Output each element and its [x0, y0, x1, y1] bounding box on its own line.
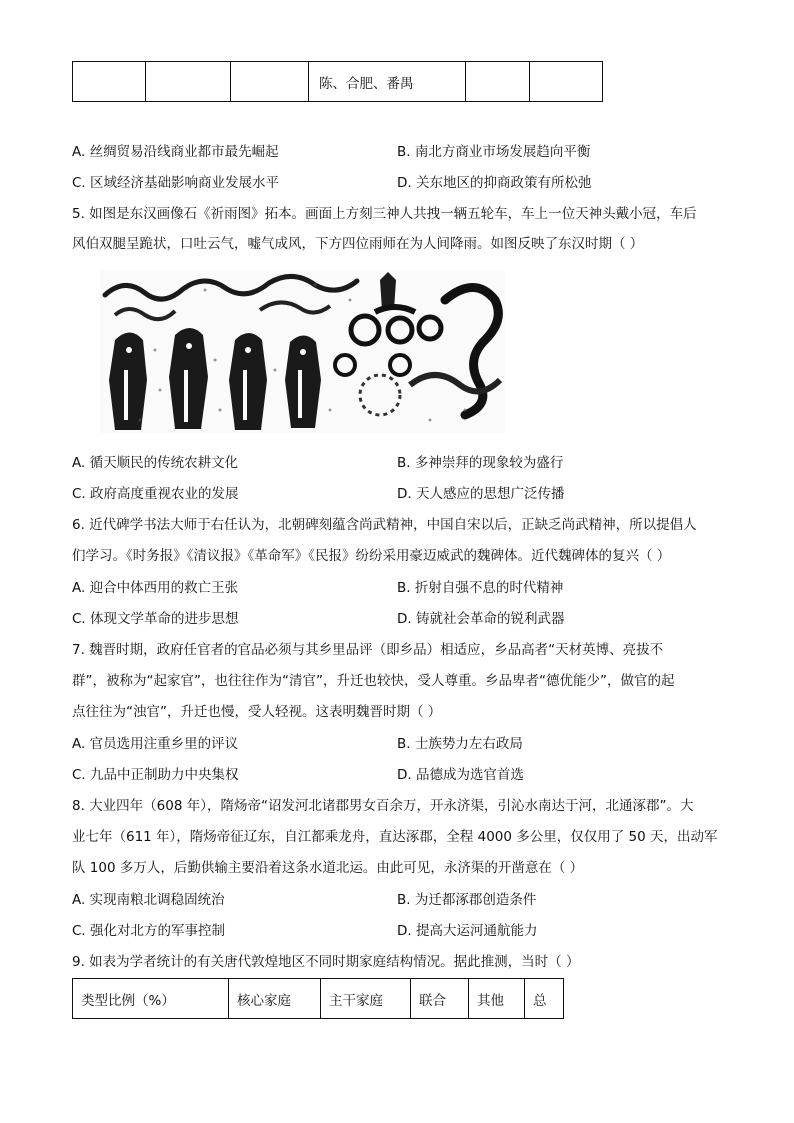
q6-stem-line-2: 们学习。《时务报》《清议报》《革命军》《民报》纷纷采用豪迈威武的魏碑体。近代魏碑体的复兴（ ）	[72, 548, 671, 564]
q6-option-c: C. 体现文学革命的进步思想	[72, 611, 239, 627]
table-header-cell: 联合	[411, 979, 469, 1019]
table-cell: 陈、合肥、番禺	[309, 62, 466, 102]
q8-stem-line-2: 业七年（611 年），隋炀帝征辽东，自江都乘龙舟，直达涿郡，全程 4000 多公里，仅仅用了 50 天，出动军	[72, 829, 718, 845]
q5-stem-line-1: 5. 如图是东汉画像石《祈雨图》拓本。画面上方刻三神人共拽一辆五轮车，车上一位天神头戴小冠，车后	[72, 206, 697, 222]
q8-stem-line-3: 队 100 多万人，后勤供输主要沿着这条水道北运。由此可见，永济渠的开凿意在（ ）	[72, 860, 584, 876]
table-header-cell: 总	[525, 979, 564, 1019]
q6-stem-line-1: 6. 近代碑学书法大师于右任认为，北朝碑刻蕴含尚武精神，中国自宋以后，正缺乏尚武精神，所以提倡人	[72, 517, 697, 533]
q7-option-c: C. 九品中正制助力中央集权	[72, 767, 239, 783]
q7-stem-line-2: 群”，被称为“起家官”，也往往作为“清官”，升迁也较快，受人尊重。乡品卑者“德优能少”，做官的起	[72, 673, 675, 689]
q5-option-c: C. 政府高度重视农业的发展	[72, 486, 239, 502]
q7-stem-line-3: 点往往为“浊官”，升迁也慢，受人轻视。这表明魏晋时期（ ）	[72, 704, 442, 720]
q4-option-c: C. 区域经济基础影响商业发展水平	[72, 175, 280, 191]
q8-stem-line-1: 8. 大业四年（608 年），隋炀帝“诏发河北诸郡男女百余万，开永济渠，引沁水南达于河，北通涿郡”。大	[72, 798, 694, 814]
q4-option-b: B. 南北方商业市场发展趋向平衡	[397, 144, 591, 160]
table-cell	[530, 62, 603, 102]
table-header-cell: 其他	[469, 979, 525, 1019]
q4-option-d: D. 关东地区的抑商政策有所松弛	[397, 175, 592, 191]
table-cell	[73, 62, 146, 102]
q8-option-a: A. 实现南粮北调稳固统治	[72, 892, 225, 908]
table-cell	[231, 62, 309, 102]
family-structure-table	[72, 978, 564, 1019]
q5-option-b: B. 多神崇拜的现象较为盛行	[397, 455, 564, 471]
q6-option-a: A. 迎合中体西用的救亡王张	[72, 580, 239, 596]
q4-option-a: A. 丝绸贸易沿线商业都市最先崛起	[72, 144, 279, 160]
table-cell	[466, 62, 530, 102]
q7-option-a: A. 官员选用注重乡里的评议	[72, 736, 239, 752]
q7-stem-line-1: 7. 魏晋时期，政府任官者的官品必须与其乡里品评（即乡品）相适应，乡品高者“天材英博、亮拔不	[72, 642, 664, 658]
top-table	[72, 61, 603, 102]
q6-option-d: D. 铸就社会革命的锐利武器	[397, 611, 565, 627]
q8-option-d: D. 提高大运河通航能力	[397, 923, 538, 939]
q7-option-d: D. 品德成为选官首选	[397, 767, 524, 783]
table-row	[73, 62, 603, 102]
q7-option-b: B. 士族势力左右政局	[397, 736, 523, 752]
table-header-cell: 核心家庭	[229, 979, 321, 1019]
table-header-row	[73, 979, 564, 1019]
table-cell	[146, 62, 231, 102]
q5-option-a: A. 循天顺民的传统农耕文化	[72, 455, 239, 471]
q8-option-c: C. 强化对北方的军事控制	[72, 923, 226, 939]
table-header-cell: 类型比例（%）	[73, 979, 229, 1019]
q5-stem-line-2: 风伯双腿呈跪状，口吐云气，嘘气成风，下方四位雨师在为人间降雨。如图反映了东汉时期（ ）	[72, 236, 644, 252]
q5-option-d: D. 天人感应的思想广泛传播	[397, 486, 565, 502]
rain-praying-stone-rubbing-image	[100, 270, 505, 433]
table-header-cell: 主干家庭	[321, 979, 411, 1019]
q6-option-b: B. 折射自强不息的时代精神	[397, 580, 564, 596]
q9-stem-line: 9. 如表为学者统计的有关唐代敦煌地区不同时期家庭结构情况。据此推测，当时（ ）	[72, 954, 580, 970]
q8-option-b: B. 为迁都涿郡创造条件	[397, 892, 537, 908]
